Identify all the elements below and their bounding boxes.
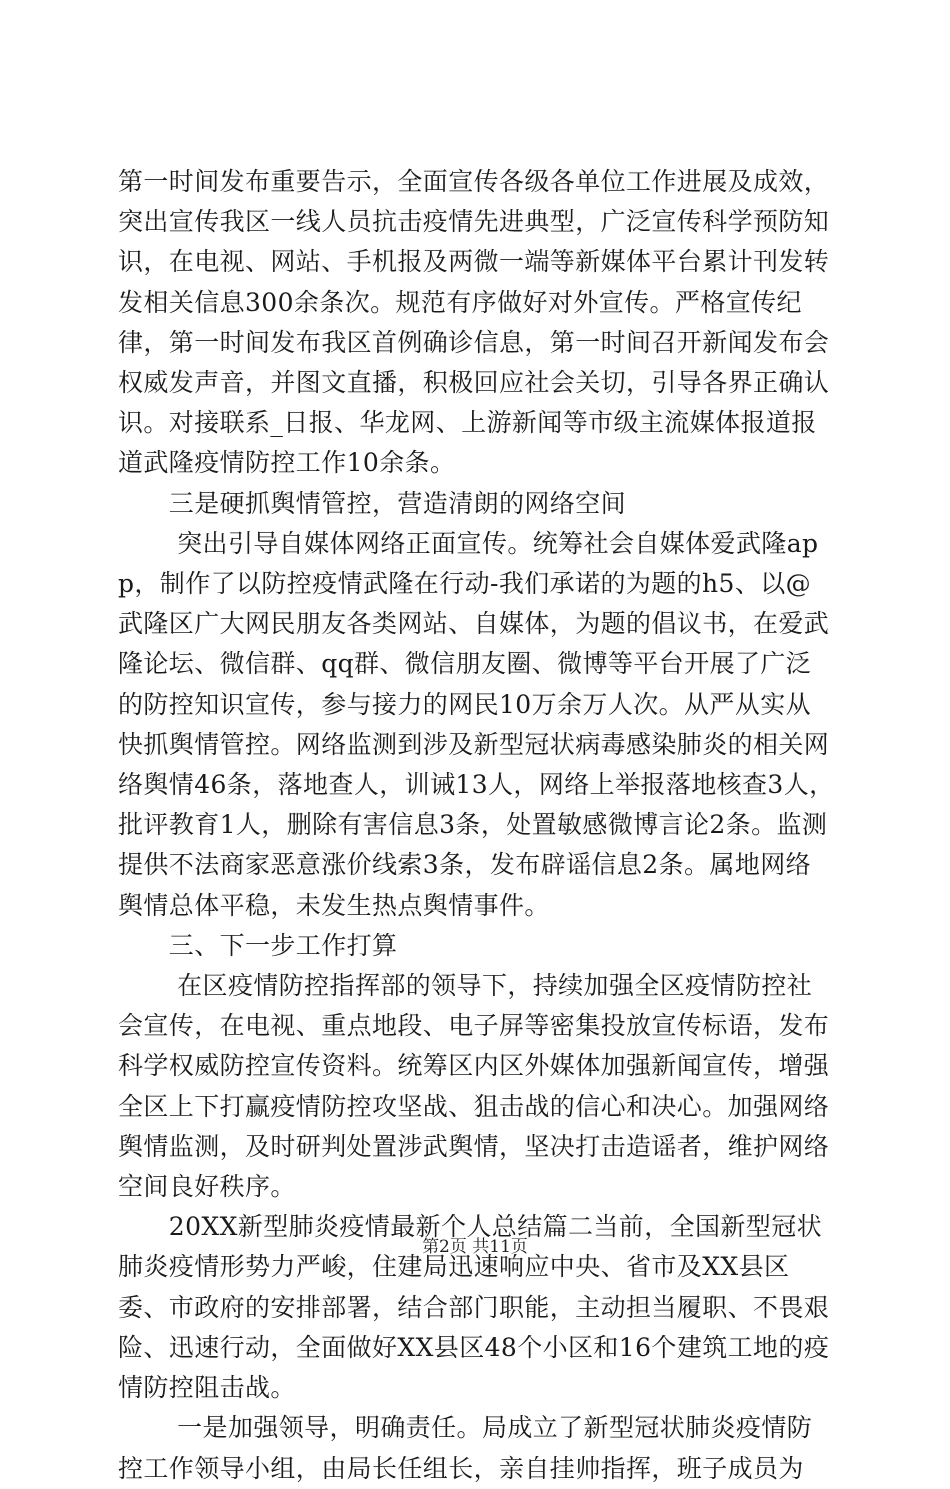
heading-opinion-control: 三是硬抓舆情管控，营造清朗的网络空间 bbox=[118, 488, 627, 518]
paragraph-next-steps: 在区疫情防控指挥部的领导下，持续加强全区疫情防控社会宣传，在电视、重点地段、电子屏等密集投放宣传标语，发布科学权威防控宣传资料。统筹区内区外媒体加强新闻宣传，增强全区上下打赢疫情防控攻坚战、狙击战的信心和决心。加强网络舆情监测，及时研判处置涉武舆情，坚决打击造谣者，维护网络空间良好秩序。 bbox=[118, 971, 830, 1202]
paragraph-summary-two: 20XX新型肺炎疫情最新个人总结篇二当前，全国新型冠状肺炎疫情形势力严峻，住建局迅速响应中央、省市及XX县区委、市政府的安排部署，结合部门职能，主动担当履职、不畏艰险、迅速行动，全面做好XX县区48个小区和16个建筑工地的疫情防控阻击战。 bbox=[118, 1212, 830, 1403]
page-footer: 第2页 共11页 bbox=[422, 1237, 528, 1257]
paragraph-publicity: 第一时间发布重要告示，全面宣传各级各单位工作进展及成效，突出宣传我区一线人员抗击疫情先进典型，广泛宣传科学预防知识，在电视、网站、手机报及两微一端等新媒体平台累计刊发转发相关信息300余条次。规范有序做好对外宣传。严格宣传纪律，第一时间发布我区首例确诊信息，第一时间召开新闻发布会权威发声音，并图文直播，积极回应社会关切，引导各界正确认识。对接联系_日报、华龙网、上游新闻等市级主流媒体报道报道武隆疫情防控工作10余条。 bbox=[118, 167, 830, 478]
paragraph-self-media: 突出引导自媒体网络正面宣传。统筹社会自媒体爱武隆app，制作了以防控疫情武隆在行动-我们承诺的为题的h5、以@武隆区广大网民朋友各类网站、自媒体，为题的倡议书，在爱武隆论坛、微信群、qq群、微信朋友圈、微博等平台开展了广泛的防控知识宣传，参与接力的网民10万余万人次。从严从实从快抓舆情管控。网络监测到涉及新型冠状病毒感染肺炎的相关网络舆情46条，落地查人，训诫13人，网络上举报落地核查3人，批评教育1人，删除有害信息3条，处置敏感微博言论2条。监测提供不法商家恶意涨价线索3条，发布辟谣信息2条。属地网络舆情总体平稳，未发生热点舆情事件。 bbox=[118, 528, 835, 920]
document-body bbox=[118, 162, 836, 1489]
paragraph-leadership: 一是加强领导，明确责任。局成立了新型冠状肺炎疫情防控工作领导小组，由局长任组长，亲自挂帅指挥，班子成员为 bbox=[118, 1413, 813, 1483]
heading-next-steps: 三、下一步工作打算 bbox=[118, 930, 398, 960]
